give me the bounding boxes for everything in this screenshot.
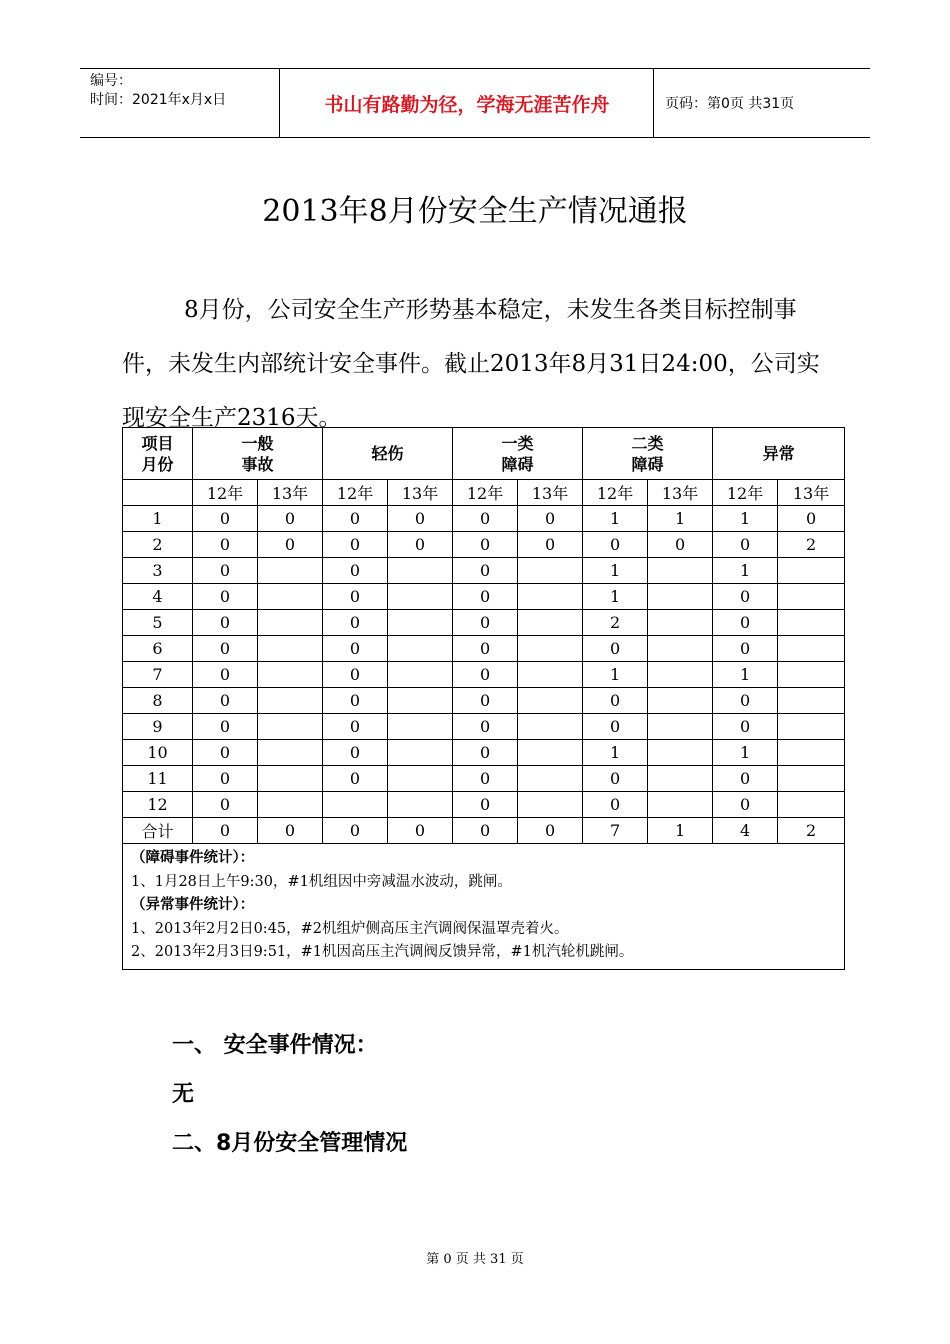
value-cell: 1	[583, 558, 648, 584]
empty-cell	[123, 480, 193, 506]
value-cell	[258, 662, 323, 688]
value-cell: 0	[193, 610, 258, 636]
value-cell: 7	[583, 818, 648, 844]
category-header	[323, 428, 453, 480]
safety-stats-table	[122, 427, 845, 970]
value-cell	[778, 558, 845, 584]
category-line1: 一类	[501, 433, 534, 453]
value-cell: 0	[193, 740, 258, 766]
value-cell: 0	[323, 766, 388, 792]
date-label: 时间：2021年x月x日	[90, 92, 227, 108]
value-cell: 1	[583, 584, 648, 610]
value-cell	[518, 610, 583, 636]
month-cell: 10	[123, 740, 193, 766]
value-cell	[648, 766, 713, 792]
table-row	[123, 636, 845, 662]
category-line2: 障碍	[501, 454, 534, 474]
value-cell	[388, 662, 453, 688]
document-title: 2013年8月份安全生产情况通报	[262, 194, 688, 229]
value-cell	[648, 636, 713, 662]
value-cell	[778, 714, 845, 740]
value-cell: 0	[323, 688, 388, 714]
table-row	[123, 792, 845, 818]
value-cell: 1	[713, 558, 778, 584]
year-label: 12年	[323, 480, 388, 506]
value-cell	[648, 688, 713, 714]
month-cell: 3	[123, 558, 193, 584]
value-cell: 0	[713, 610, 778, 636]
value-cell: 0	[323, 818, 388, 844]
category-header	[453, 428, 583, 480]
value-cell: 0	[323, 662, 388, 688]
value-cell: 0	[453, 714, 518, 740]
value-cell	[258, 558, 323, 584]
value-cell: 0	[518, 506, 583, 532]
value-cell	[778, 662, 845, 688]
value-cell	[518, 662, 583, 688]
category-header	[583, 428, 713, 480]
value-cell: 0	[323, 740, 388, 766]
value-cell: 1	[713, 662, 778, 688]
table-row	[123, 558, 845, 584]
value-cell	[518, 584, 583, 610]
category-line1: 异常	[762, 444, 795, 463]
value-cell: 0	[193, 688, 258, 714]
corner-bottom: 月份	[141, 454, 174, 474]
value-cell	[518, 636, 583, 662]
category-header	[193, 428, 323, 480]
value-cell: 0	[323, 610, 388, 636]
value-cell	[388, 740, 453, 766]
table-row	[123, 740, 845, 766]
value-cell: 0	[518, 818, 583, 844]
value-cell	[648, 714, 713, 740]
year-label: 13年	[778, 480, 845, 506]
value-cell: 0	[453, 792, 518, 818]
obstacle-heading: （障碍事件统计）：	[131, 850, 255, 866]
value-cell: 0	[583, 766, 648, 792]
value-cell	[388, 558, 453, 584]
value-cell: 0	[193, 766, 258, 792]
value-cell: 2	[583, 610, 648, 636]
value-cell	[388, 792, 453, 818]
number-label: 编号：	[90, 73, 132, 89]
value-cell: 0	[453, 766, 518, 792]
value-cell: 0	[193, 792, 258, 818]
year-label: 13年	[648, 480, 713, 506]
value-cell: 0	[193, 636, 258, 662]
value-cell: 0	[453, 506, 518, 532]
abnormal-heading: （异常事件统计）：	[131, 897, 255, 913]
value-cell: 0	[583, 688, 648, 714]
value-cell: 0	[193, 532, 258, 558]
abnormal-item: 1、2013年2月2日0:45，#2机组炉侧高压主汽调阀保温罩壳着火。	[131, 920, 569, 937]
category-header	[713, 428, 845, 480]
value-cell: 0	[193, 818, 258, 844]
value-cell: 0	[583, 532, 648, 558]
value-cell: 0	[258, 506, 323, 532]
section2-title: 二、8月份安全管理情况	[172, 1131, 408, 1156]
value-cell: 0	[713, 532, 778, 558]
value-cell: 0	[258, 818, 323, 844]
month-cell: 2	[123, 532, 193, 558]
section1-title: 一、 安全事件情况：	[172, 1033, 378, 1058]
value-cell: 1	[713, 506, 778, 532]
value-cell: 0	[713, 792, 778, 818]
value-cell	[648, 558, 713, 584]
value-cell: 0	[453, 688, 518, 714]
month-cell: 5	[123, 610, 193, 636]
intro-paragraph	[122, 283, 834, 445]
table-row	[123, 766, 845, 792]
value-cell: 0	[713, 766, 778, 792]
page-footer: 第 0 页 共 31 页	[426, 1252, 524, 1267]
value-cell	[518, 792, 583, 818]
table-row	[123, 818, 845, 844]
table-row	[123, 662, 845, 688]
value-cell: 0	[388, 818, 453, 844]
value-cell	[518, 740, 583, 766]
value-cell: 0	[323, 636, 388, 662]
year-label: 13年	[388, 480, 453, 506]
corner-header	[123, 428, 193, 480]
value-cell	[258, 792, 323, 818]
year-header-row	[123, 480, 845, 506]
value-cell	[258, 766, 323, 792]
table-row	[123, 688, 845, 714]
category-line2: 障碍	[631, 454, 664, 474]
value-cell	[648, 662, 713, 688]
value-cell	[518, 688, 583, 714]
value-cell: 0	[453, 740, 518, 766]
value-cell: 0	[453, 610, 518, 636]
value-cell	[388, 610, 453, 636]
header-motto: 书山有路勤为径，学海无涯苦作舟	[281, 69, 654, 137]
month-cell: 7	[123, 662, 193, 688]
value-cell	[258, 688, 323, 714]
value-cell	[388, 766, 453, 792]
value-cell: 1	[583, 506, 648, 532]
value-cell: 0	[323, 532, 388, 558]
intro-text: 8月份，公司安全生产形势基本稳定，未发生各类目标控制事件，未发生内部统计安全事件。截止2013年8月31日24:00，公司实现安全生产2316天。	[122, 297, 820, 431]
value-cell	[258, 636, 323, 662]
corner-top: 项目	[141, 433, 174, 453]
value-cell	[778, 636, 845, 662]
month-cell: 9	[123, 714, 193, 740]
month-cell: 6	[123, 636, 193, 662]
abnormal-item: 2、2013年2月3日9:51，#1机因高压主汽调阀反馈异常，#1机汽轮机跳闸。	[131, 944, 634, 960]
category-line1: 轻伤	[371, 444, 404, 463]
obstacle-item: 1、1月28日上午9:30，#1机组因中旁减温水波动，跳闸。	[131, 873, 512, 890]
section1-body: 无	[172, 1082, 195, 1107]
value-cell	[778, 688, 845, 714]
value-cell: 0	[323, 584, 388, 610]
value-cell: 0	[453, 584, 518, 610]
category-line1: 一般	[241, 433, 274, 453]
value-cell: 1	[583, 740, 648, 766]
value-cell: 0	[193, 714, 258, 740]
value-cell: 4	[713, 818, 778, 844]
value-cell	[258, 584, 323, 610]
value-cell: 1	[583, 662, 648, 688]
value-cell	[258, 740, 323, 766]
value-cell: 0	[778, 506, 845, 532]
value-cell: 2	[778, 532, 845, 558]
value-cell: 0	[258, 532, 323, 558]
month-cell: 合计	[123, 818, 193, 844]
value-cell: 2	[778, 818, 845, 844]
value-cell	[778, 584, 845, 610]
table-row	[123, 584, 845, 610]
event-notes	[123, 844, 845, 970]
page-header	[80, 68, 870, 138]
value-cell	[648, 792, 713, 818]
value-cell: 0	[388, 506, 453, 532]
value-cell: 0	[323, 714, 388, 740]
value-cell	[778, 740, 845, 766]
value-cell: 1	[648, 818, 713, 844]
value-cell	[388, 636, 453, 662]
value-cell: 0	[453, 532, 518, 558]
value-cell: 0	[323, 558, 388, 584]
value-cell: 0	[453, 558, 518, 584]
header-meta	[80, 69, 280, 137]
value-cell: 0	[453, 636, 518, 662]
value-cell	[258, 714, 323, 740]
category-line2: 事故	[241, 454, 274, 474]
month-cell: 11	[123, 766, 193, 792]
value-cell: 0	[713, 714, 778, 740]
value-cell	[648, 584, 713, 610]
value-cell	[778, 610, 845, 636]
value-cell: 1	[648, 506, 713, 532]
value-cell: 0	[323, 506, 388, 532]
value-cell	[778, 792, 845, 818]
value-cell	[648, 740, 713, 766]
value-cell: 0	[193, 558, 258, 584]
value-cell	[518, 714, 583, 740]
value-cell	[388, 584, 453, 610]
value-cell	[258, 610, 323, 636]
value-cell: 0	[193, 662, 258, 688]
table-row	[123, 506, 845, 532]
table-body	[123, 506, 845, 844]
table-row	[123, 610, 845, 636]
value-cell: 0	[453, 662, 518, 688]
value-cell	[518, 766, 583, 792]
value-cell: 0	[713, 636, 778, 662]
value-cell: 0	[713, 688, 778, 714]
value-cell	[388, 714, 453, 740]
value-cell: 0	[193, 506, 258, 532]
year-label: 12年	[713, 480, 778, 506]
year-label: 12年	[193, 480, 258, 506]
value-cell: 0	[518, 532, 583, 558]
table-row	[123, 532, 845, 558]
month-cell: 1	[123, 506, 193, 532]
value-cell: 0	[453, 818, 518, 844]
year-label: 13年	[258, 480, 323, 506]
value-cell: 1	[713, 740, 778, 766]
value-cell: 0	[583, 714, 648, 740]
month-cell: 12	[123, 792, 193, 818]
month-cell: 8	[123, 688, 193, 714]
year-label: 12年	[453, 480, 518, 506]
value-cell: 0	[193, 584, 258, 610]
value-cell	[323, 792, 388, 818]
value-cell	[518, 558, 583, 584]
year-label: 13年	[518, 480, 583, 506]
value-cell: 0	[388, 532, 453, 558]
header-page-info: 页码：第0页 共31页	[665, 96, 795, 112]
table-row	[123, 714, 845, 740]
value-cell: 0	[648, 532, 713, 558]
month-cell: 4	[123, 584, 193, 610]
value-cell	[388, 688, 453, 714]
value-cell: 0	[583, 792, 648, 818]
value-cell: 0	[583, 636, 648, 662]
value-cell	[648, 610, 713, 636]
value-cell	[778, 766, 845, 792]
year-label: 12年	[583, 480, 648, 506]
value-cell: 0	[713, 584, 778, 610]
category-line1: 二类	[631, 433, 664, 453]
